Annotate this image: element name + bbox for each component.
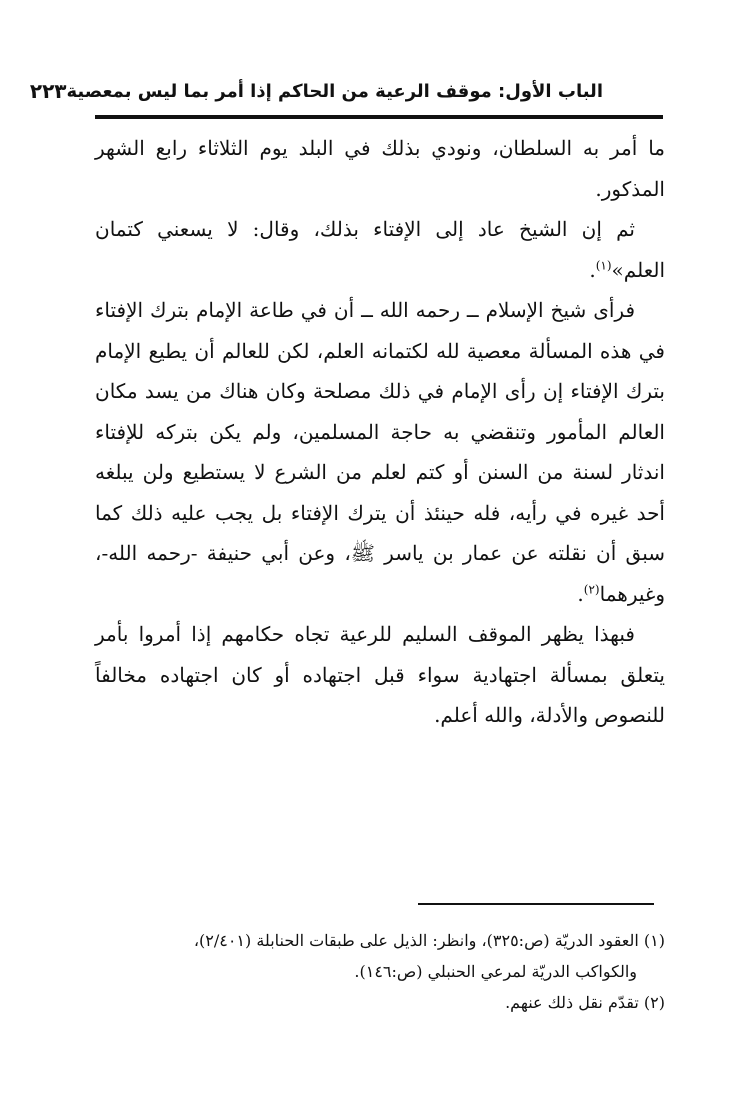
paragraph-4: فبهذا يظهر الموقف السليم للرعية تجاه حكامهم إذا أمروا بأمر يتعلق بمسألة اجتهادية سواء قبل اجتهاده أو كان اجتهاده مخالفاً للنصوص والأدلة، والله أعلم. xyxy=(95,622,665,727)
paragraph-2-end: . xyxy=(589,257,596,282)
paragraph-3-text: فرأى شيخ الإسلام ــ رحمه الله ــ أن في طاعة الإمام بترك الإفتاء في هذه المسألة معصية لله لكتمانه العلم، لكن للعالم أن يطيع الإمام بترك الإفتاء إن رأى الإمام في ذلك مصلحة وكان هناك من يسد مكان العالم المأمور وتنقضي به حاجة المسلمين، ولم يكن بتركه للإفتاء اندثار لسنة من السنن أو كتم لعلم من الشرع لا يستطيع ولن يبلغه أحد غيره في رأيه، فله حينئذ أن يترك الإفتاء بل يجب عليه ذلك كما سبق أن نقلته عن عمار بن ياسر ﷺ، وعن أبي حنيفة -رحمه الله-، وغيرهما xyxy=(95,298,665,606)
page-number: ٢٢٣ xyxy=(29,79,67,103)
footnote-1-line-1: (١) العقود الدريّة (ص:٣٢٥)، وانظر: الذيل على طبقات الحنابلة (٢/٤٠١)، xyxy=(193,931,665,950)
paragraph-2-text: ثم إن الشيخ عاد إلى الإفتاء بذلك، وقال: لا يسعني كتمان العلم» xyxy=(95,217,665,282)
header-rule xyxy=(95,115,663,119)
footnote-2: (٢) تقدّم نقل ذلك عنهم. xyxy=(505,993,665,1012)
footnote-separator xyxy=(418,903,654,905)
page-header xyxy=(29,74,603,108)
running-title: الباب الأول: موقف الرعية من الحاكم إذا أمر بما ليس بمعصية xyxy=(66,80,603,102)
paragraph-3-end: . xyxy=(577,581,584,606)
paragraph-2 xyxy=(95,209,665,290)
footnote-1-line-2: والكواكب الدريّة لمرعي الحنبلي (ص:١٤٦). xyxy=(354,962,637,981)
footnote-ref-2: (٢) xyxy=(583,581,600,596)
main-text xyxy=(95,128,665,736)
footnotes xyxy=(85,925,665,1018)
footnote-ref-1: (١) xyxy=(595,257,612,272)
paragraph-1: ما أمر به السلطان، ونودي بذلك في البلد يوم الثلاثاء رابع الشهر المذكور. xyxy=(95,136,666,201)
paragraph-3 xyxy=(95,290,665,614)
